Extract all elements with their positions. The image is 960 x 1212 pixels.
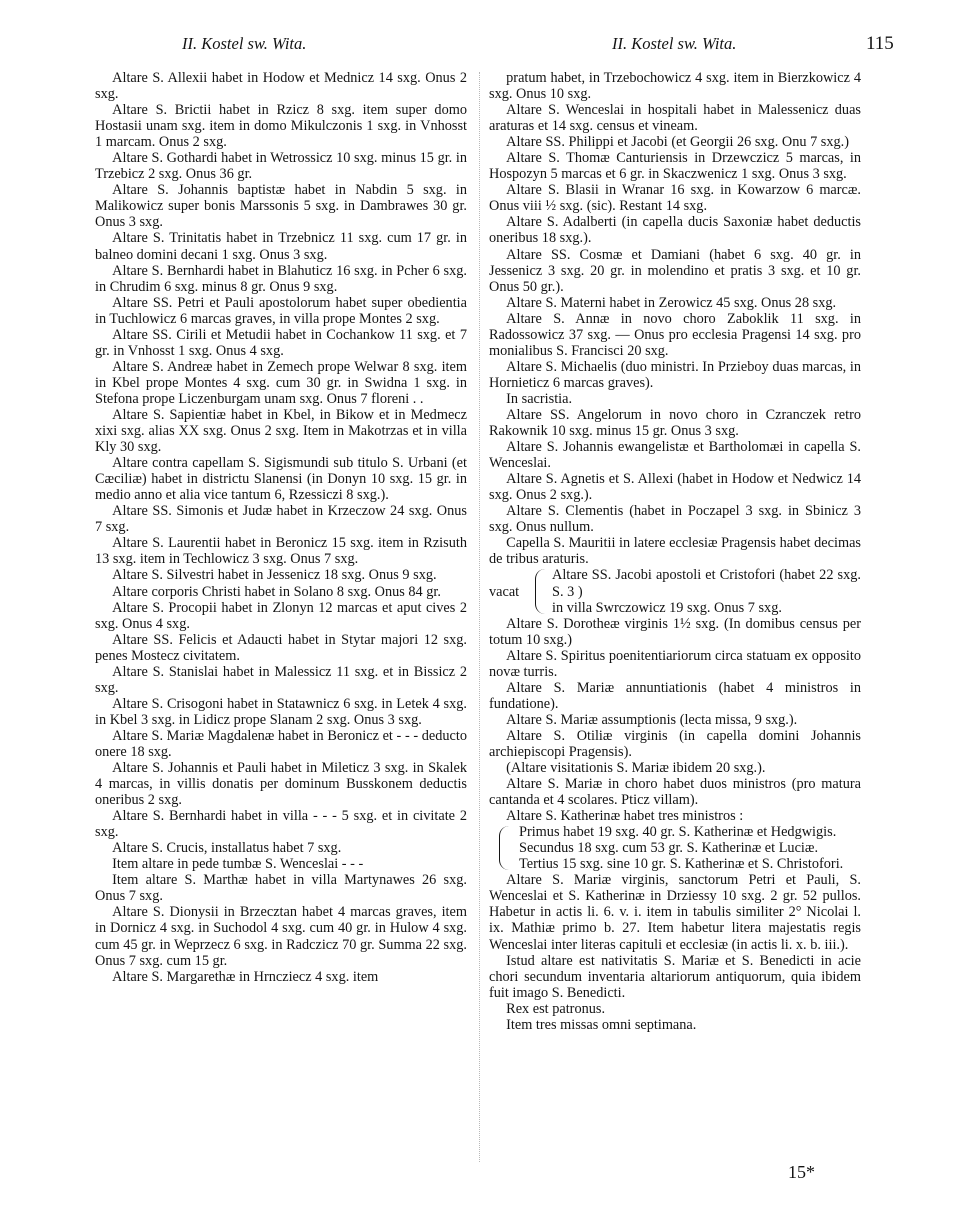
paragraph: Altare S. Mariæ in choro habet duos ministros (pro matura cantanda et 4 scolares. Pticz villam). xyxy=(489,776,861,809)
paragraph: Altare S. Gothardi habet in Wetrossicz 10 sxg. minus 15 gr. in Trzebicz 2 sxg. Onus 36 gr. xyxy=(95,150,467,183)
paragraph: Altare S. Mariæ virginis, sanctorum Petri et Pauli, S. Wenceslai et S. Katherinæ in Drziessy 10 sxg. 2 gr. 52 pullos. Habetur in actis li. 6. v. i. item in tabulis similiter 2° Nicolai l. ix. Mathiæ primo b. 27. Item habetur litera majestatis regis Wenceslai inter literas capituli et ecclesiæ (in actis li. x. b. iii.). xyxy=(489,872,861,953)
paragraph: Altare S. Michaelis (duo ministri. In Przieboy duas marcas, in Hornieticz 6 marcas graves). xyxy=(489,358,861,391)
paragraph: Altare S. Agnetis et S. Allexi (habet in Hodow et Nedwicz 14 sxg. Onus 2 sxg.). xyxy=(489,471,861,504)
paragraph: Altare corporis Christi habet in Solano 8 sxg. Onus 84 gr. xyxy=(112,583,441,600)
paragraph: Altare S. Stanislai habet in Malessicz 11 sxg. et in Bissicz 2 sxg. xyxy=(95,663,467,696)
vacat-item: Altare SS. Jacobi apostoli et Cristofori (habet 22 sxg. S. 3 ) xyxy=(552,567,861,600)
vacat-label: vacat xyxy=(489,583,520,600)
paragraph: pratum habet, in Trzebochowicz 4 sxg. item in Bierzkowicz 4 sxg. Onus 10 sxg. xyxy=(489,70,861,103)
right-column-part-2 xyxy=(489,616,861,825)
paragraph: Altare S. Mariæ annuntiationis (habet 4 ministros in fundatione). xyxy=(489,679,861,712)
paragraph: Altare contra capellam S. Sigismundi sub titulo S. Urbani (et Cæciliæ) habet in districtu Slanensi (in Donyn 10 sxg. 15 gr. in medio anno et alia vice tantum 6, Rzessiczi 8 sxg.). xyxy=(95,455,467,504)
paragraph: Capella S. Mauritii in latere ecclesiæ Pragensis habet decimas de tribus araturis. xyxy=(489,535,861,568)
minister-item: Tertius 15 sxg. sine 10 gr. S. Katherinæ et S. Christofori. xyxy=(519,856,844,873)
paragraph: Altare SS. Cirili et Metudii habet in Cochankow 11 sxg. et 7 gr. in Vnhosst 1 sxg. Onus 4 sxg. xyxy=(95,326,467,359)
paragraph: Altare S. Laurentii habet in Beronicz 15 sxg. item in Rzisuth 13 sxg. item in Techlowicz 3 sxg. Onus 7 sxg. xyxy=(95,535,467,568)
paragraph: Altare S. Sapientiæ habet in Kbel, in Bikow et in Medmecz xixi sxg. alias XX sxg. Onus 2 sxg. Item in Makotrzas et in villa Kly 30 sxg. xyxy=(95,406,467,456)
signature-mark: 15* xyxy=(788,1162,815,1182)
vacat-item: in villa Swrczowicz 19 sxg. Onus 7 sxg. xyxy=(552,599,782,616)
ministri-group xyxy=(489,824,861,872)
page-number: 115 xyxy=(866,33,894,54)
paragraph: Altare S. Thomæ Canturiensis in Drzewczicz 5 marcas, in Hospozyn 5 marcas et 6 gr. in Skaczwenicz 1 sxg. Onus 3 sxg. xyxy=(489,150,861,183)
minister-item: Secundus 18 sxg. cum 53 gr. S. Katherinæ et Luciæ. xyxy=(519,840,819,857)
paragraph: Altare S. Margarethæ in Hrncziecz 4 sxg. item xyxy=(112,968,379,985)
running-header-left: II. Kostel sw. Wita. xyxy=(182,34,307,53)
paragraph: Istud altare est nativitatis S. Mariæ et S. Benedicti in acie chori secundum inventaria altariorum antiquorum, quia ibidem fuit imago S. Benedicti. xyxy=(489,952,861,1001)
paragraph: Rex est patronus. xyxy=(506,1000,606,1017)
left-brace xyxy=(535,569,546,613)
paragraph: Altare S. Bernhardi habet in villa - - - 5 sxg. et in civitate 2 sxg. xyxy=(95,808,467,841)
ministri-items xyxy=(519,824,861,872)
paragraph: Altare SS. Simonis et Judæ habet in Krzeczow 24 sxg. Onus 7 sxg. xyxy=(95,503,467,536)
paragraph: Altare S. Annæ in novo choro Zaboklik 11 sxg. in Radossowicz 37 sxg. — Onus pro ecclesia Pragensi 14 sxg. pro monialibus S. Francisci 20 sxg. xyxy=(489,310,861,359)
paragraph: Item altare S. Marthæ habet in villa Martynawes 26 sxg. Onus 7 sxg. xyxy=(95,872,467,905)
paragraph: (Altare visitationis S. Mariæ ibidem 20 sxg.). xyxy=(506,760,766,777)
paragraph: Altare SS. Cosmæ et Damiani (habet 6 sxg. 40 gr. in Jessenicz 3 sxg. 20 gr. in molendino et pratis 3 sxg. et 10 gr. Onus 50 gr.). xyxy=(489,246,861,295)
paragraph: Altare S. Bernhardi habet in Blahuticz 16 sxg. in Pcher 6 sxg. in Chrudim 6 sxg. minus 8 gr. Onus 9 sxg. xyxy=(95,262,467,295)
paragraph: Altare S. Procopii habet in Zlonyn 12 marcas et aput cives 2 sxg. Onus 4 sxg. xyxy=(95,599,467,632)
paragraph: Altare S. Johannis baptistæ habet in Nabdin 5 sxg. in Malikowicz super bonis Marssonis 5 sxg. in Dambrawes 30 gr. Onus 3 sxg. xyxy=(95,182,467,231)
paragraph: Altare S. Brictii habet in Rzicz 8 sxg. item super domo Hostasii unam sxg. item in domo Mikulczonis 1 sxg. in Vnhosst 1 marcam. Onus 2 sxg. xyxy=(95,102,467,151)
paragraph: Item altare in pede tumbæ S. Wenceslai - - - xyxy=(112,856,364,873)
paragraph: Altare S. Wenceslai in hospitali habet in Malessenicz duas araturas et 14 sxg. census et vineam. xyxy=(489,102,861,135)
paragraph: Altare S. Materni habet in Zerowicz 45 sxg. Onus 28 sxg. xyxy=(506,294,837,311)
paragraph: Altare S. Clementis (habet in Poczapel 3 sxg. in Sbinicz 3 sxg. Onus nullum. xyxy=(489,503,861,536)
paragraph: Altare S. Johannis et Pauli habet in Mileticz 3 sxg. in Skalek 4 marcas, in villis donatis per dominum Busskonem deductis oneribus 2 sxg. xyxy=(95,760,467,809)
right-column-part-1 xyxy=(489,70,861,567)
minister-item: Primus habet 19 sxg. 40 gr. S. Katherinæ et Hedgwigis. xyxy=(519,824,837,841)
paragraph: Altare S. Dionysii in Brzecztan habet 4 marcas graves, item in Dornicz 4 sxg. in Suchodol 4 sxg. cum 40 gr. in Hulow 4 sxg. cum 45 gr. in Weprzecz 6 sxg. in Radczicz 70 gr. Summa 22 sxg. Onus 7 sxg. cum 15 gr. xyxy=(95,904,467,969)
paragraph: Altare S. Silvestri habet in Jessenicz 18 sxg. Onus 9 sxg. xyxy=(112,567,437,584)
paragraph: In sacristia. xyxy=(506,390,573,407)
paragraph: Altare S. Andreæ habet in Zemech prope Welwar 8 sxg. item in Kbel prope Montes 4 sxg. cum 30 gr. in Swidna 1 sxg. in Stefona prope Liczenburgam unam sxg. Onus 7 floreni . . xyxy=(95,358,467,407)
paragraph: Altare S. Johannis ewangelistæ et Bartholomæi in capella S. Wenceslai. xyxy=(489,439,861,472)
left-column xyxy=(95,70,467,985)
paragraph: Altare S. Adalberti (in capella ducis Saxoniæ habet deductis oneribus 18 sxg.). xyxy=(489,214,861,247)
right-column-part-3 xyxy=(489,872,861,1032)
paragraph: Altare S. Spiritus poenitentiariorum circa statuam ex opposito novæ turris. xyxy=(489,647,861,680)
vacat-group xyxy=(489,567,861,615)
paragraph: Altare S. Mariæ assumptionis (lecta missa, 9 sxg.). xyxy=(506,711,798,728)
paragraph: Altare S. Blasii in Wranar 16 sxg. in Kowarzow 6 marcæ. Onus viii ½ sxg. (sic). Restant 14 sxg. xyxy=(489,182,861,215)
paragraph: Altare SS. Angelorum in novo choro in Czranczek retro Rakownik 10 sxg. minus 15 gr. Onus 3 sxg. xyxy=(489,406,861,440)
paragraph: Altare S. Katherinæ habet tres ministros : xyxy=(506,808,744,825)
paragraph: Altare S. Crucis, installatus habet 7 sxg. xyxy=(112,840,342,857)
paragraph: Altare S. Crisogoni habet in Statawnicz 6 sxg. in Letek 4 sxg. in Kbel 3 sxg. in Lidicz prope Slanam 2 sxg. Onus 3 sxg. xyxy=(95,695,467,728)
vacat-items xyxy=(552,567,861,615)
paragraph: Item tres missas omni septimana. xyxy=(506,1016,697,1033)
left-brace xyxy=(499,826,512,870)
running-header-right: II. Kostel sw. Wita. xyxy=(612,34,737,53)
paragraph: Altare SS. Philippi et Jacobi (et Georgii 26 sxg. Onu 7 sxg.) xyxy=(506,134,849,151)
paragraph: Altare SS. Petri et Pauli apostolorum habet super obedientia in Tuchlowicz 6 marcas graves, in villa prope Montes 2 sxg. xyxy=(95,294,467,327)
paragraph: Altare S. Allexii habet in Hodow et Mednicz 14 sxg. Onus 2 sxg. xyxy=(95,70,467,103)
right-column xyxy=(489,70,861,1033)
paragraph: Altare S. Otiliæ virginis (in capella domini Johannis archiepiscopi Pragensis). xyxy=(489,727,861,760)
paragraph: Altare S. Dorotheæ virginis 1½ sxg. (In domibus census per totum 10 sxg.) xyxy=(489,615,861,648)
column-divider xyxy=(479,72,480,1162)
paragraph: Altare SS. Felicis et Adaucti habet in Stytar majori 12 sxg. penes Mostecz civitatem. xyxy=(95,631,467,664)
paragraph: Altare S. Trinitatis habet in Trzebnicz 11 sxg. cum 17 gr. in balneo domini decani 1 sxg. Onus 3 sxg. xyxy=(95,230,467,263)
paragraph: Altare S. Mariæ Magdalenæ habet in Beronicz et - - - deducto onere 18 sxg. xyxy=(95,727,467,760)
